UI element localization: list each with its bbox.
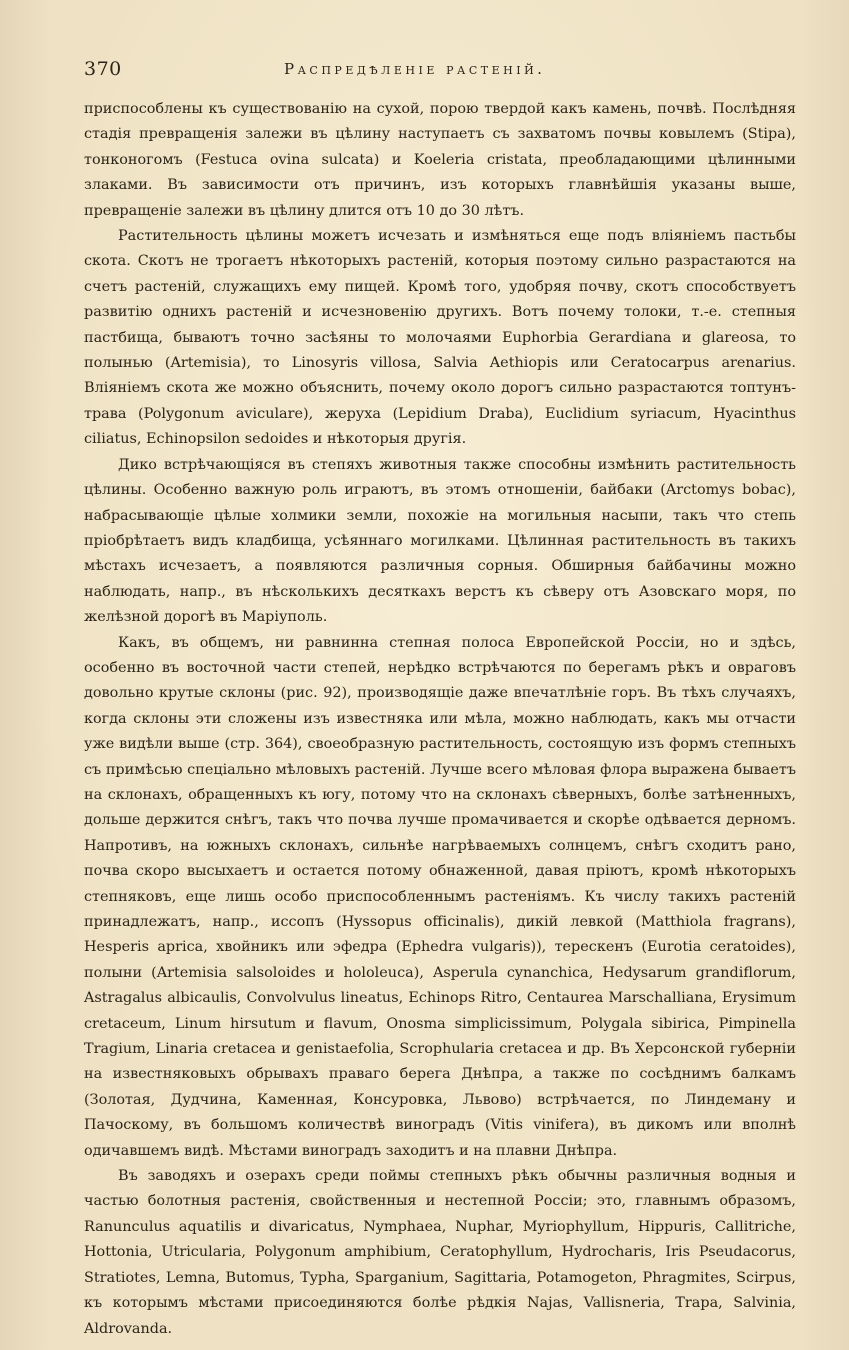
paragraph: Какъ, въ общемъ, ни равнинна степная полоса Европейской Россіи, но и здѣсь, особенно въ восточной части степей, нерѣдко встрѣчаются по берегамъ рѣкъ и овраговъ довольно крутые склоны (рис. 92), производящіе даже впечатлѣніе горъ. Въ тѣхъ случаяхъ, когда склоны эти сложены изъ известняка или мѣла, можно наблюдать, какъ мы отчасти уже видѣли выше (стр. 364), своеобразную растительность, состоящую изъ формъ степныхъ съ примѣсью спеціально мѣловыхъ растеній. Лучше всего мѣловая флора выражена бываетъ на склонахъ, обращенныхъ къ югу, потому что на склонахъ сѣверныхъ, болѣе затѣненныхъ, дольше держится снѣгъ, такъ что почва лучше промачивается и скорѣе одѣвается дерномъ. Напротивъ, на южныхъ склонахъ, сильнѣе нагрѣваемыхъ солнцемъ, снѣгъ сходитъ рано, почва скоро высыхаетъ и остается потому обнаженной, давая пріютъ, кромѣ нѣкоторыхъ степняковъ, еще лишь особо приспособленнымъ растеніямъ. Къ числу такихъ растеній принадлежатъ, напр., иссопъ (Hyssopus officinalis), дикій левкой (Matthiola fragrans), Hesperis aprica, хвойникъ или эфедра (Ephedra vulgaris)), терескенъ (Eurotia ceratoides), полыни (Artemisia salsoloides и hololeuca), Asperula cynanchica, Hedysarum grandiflorum, Astragalus albicaulis, Convolvulus lineatus, Echinops Ritro, Centaurea Marschalliana, Erysimum cretaceum, Linum hirsutum и flavum, Onosma simplicissimum, Polygala sibirica, Pimpinella Tragium, Linaria cretacea и genistaefolia, Scrophularia cretacea и др. Въ Херсонской губерніи на известняковыхъ обрывахъ праваго берега Днѣпра, а также по сосѣднимъ балкамъ (Золотая, Дудчина, Каменная, Консуровка, Львово) встрѣчается, по Линдеману и Пачоскому, въ большомъ количествѣ виноградъ (Vitis vinifera), въ дикомъ или вполнѣ одичавшемъ видѣ. Мѣстами виноградъ заходитъ и на плавни Днѣпра.: [84, 634, 796, 1159]
paragraph: приспособлены къ существованію на сухой, порою твердой какъ камень, почвѣ. Послѣдняя стадія превращенія залежи въ цѣлину наступаетъ съ захватомъ почвы ковылемъ (Stipa), тонконогомъ (Festuca ovina sulcata) и Koeleria cristata, преобладающими цѣлинными злаками. Въ зависимости отъ причинъ, изъ которыхъ главнѣйшія указаны выше, превращеніе залежи въ цѣлину длится отъ 10 до 30 лѣтъ.: [84, 101, 796, 219]
page-number: 370: [84, 58, 122, 80]
running-title: Распредѣленіе растеній.: [284, 60, 546, 78]
page-header: [84, 58, 774, 86]
paragraph: Растительность цѣлины можетъ исчезать и измѣняться еще подъ вліяніемъ пастьбы скота. Скотъ не трогаетъ нѣкоторыхъ растеній, которыя поэтому сильно разрастаются на счетъ растеній, служащихъ ему пищей. Кромѣ того, удобряя почву, скотъ способствуетъ развитію однихъ растеній и исчезновенію другихъ. Вотъ почему толоки, т.-е. степныя пастбища, бываютъ точно засѣяны то молочаями Euphorbia Gerardiana и glareosa, то полынью (Artemisia), то Linosyris villosa, Salvia Aethiopis или Ceratocarpus arenarius. Вліяніемъ скота же можно объяснить, почему около дорогъ сильно разрастаются топтунъ-трава (Polygonum aviculare), жеруха (Lepidium Draba), Euclidium syriacum, Hyacinthus ciliatus, Echinopsilon sedoides и нѣкоторыя другія.: [84, 228, 796, 448]
paragraph: Въ заводяхъ и озерахъ среди поймы степныхъ рѣкъ обычны различныя водныя и частью болотныя растенія, свойственныя и нестепной Россіи; это, главнымъ образомъ, Ranunculus aquatilis и divaricatus, Nymphaea, Nuphar, Myriophyllum, Hippuris, Callitriche, Hottonia, Utricularia, Polygonum amphibium, Ceratophyllum, Hydrocharis, Iris Pseudacorus, Stratiotes, Lemna, Butomus, Typha, Sparganium, Sagittaria, Potamogeton, Phragmites, Scirpus, къ которымъ мѣстами присоединяются болѣе рѣдкія Najas, Vallisneria, Trapa, Salvinia, Aldrovanda.: [84, 1168, 796, 1337]
paragraph: Дико встрѣчающіяся въ степяхъ животныя также способны измѣнить растительность цѣлины. Особенно важную роль играютъ, въ этомъ отношеніи, байбаки (Arctomys bobac), набрасывающіе цѣлые холмики земли, похожіе на могильныя насыпи, такъ что степь пріобрѣтаетъ видъ кладбища, усѣяннаго могилками. Цѣлинная растительность въ такихъ мѣстахъ исчезаетъ, а появляются различныя сорныя. Обширныя байбачины можно наблюдать, напр., въ нѣсколькихъ десяткахъ верстъ къ сѣверу отъ Азовскаго моря, по желѣзной дорогѣ въ Маріуполь.: [84, 456, 796, 626]
body-text: [84, 97, 796, 1342]
